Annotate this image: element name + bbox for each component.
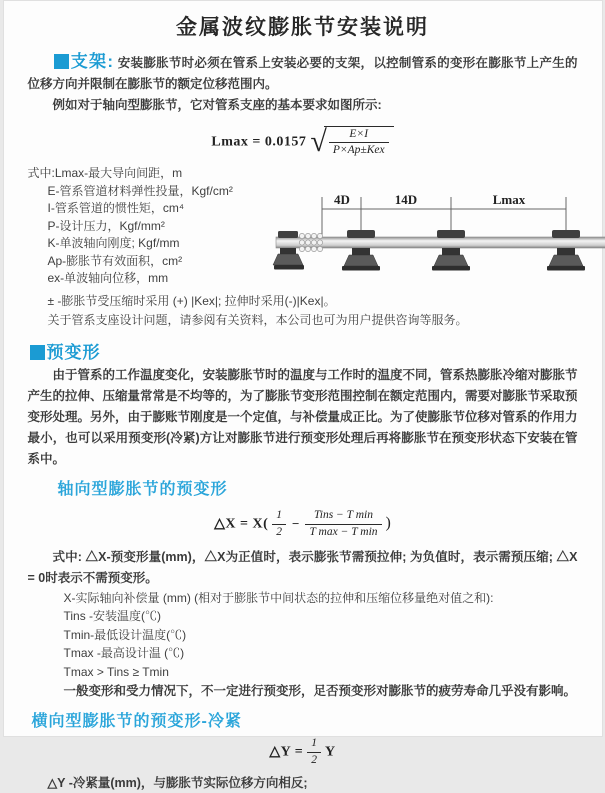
fraction-denominator: T max − T min xyxy=(305,525,381,539)
support-diagram-container xyxy=(276,165,605,292)
axial-explain-text: 式中: △X-预变形量(mm)，△X为正值时，表示膨张节需预拉伸; 为负值时，表示需预压缩; △X = 0时表示不需预变形。 xyxy=(28,547,578,589)
pipe-support-diagram xyxy=(276,191,605,287)
dim-label-lmax: Lmax xyxy=(492,192,525,207)
lateral-note-text: △Y -冷紧量(mm)，与膨胀节实际位移方向相反; xyxy=(28,773,578,793)
parameter-line: Tmax -最高设计温 (℃) xyxy=(64,644,578,663)
service-note: 关于管系支座设计问题，请参阅有关资料，本公司也可为用户提供咨询等服务。 xyxy=(28,311,578,330)
predeform-heading-label: 预变形 xyxy=(47,343,101,362)
closing-paren: ) xyxy=(386,515,391,532)
sqrt-body xyxy=(324,126,394,157)
pipe-support xyxy=(432,230,470,271)
fraction-denominator: P×Ap±Kex xyxy=(329,143,389,157)
support-heading-label: 支架: xyxy=(71,52,115,71)
formula-lhs: △Y = xyxy=(269,745,303,760)
definition-line: I-管系管道的惯性矩，cm⁴ xyxy=(28,200,276,218)
document-page xyxy=(3,0,603,737)
definition-line: Ap-膨胀节有效面积，cm² xyxy=(28,253,276,271)
definition-line: E-管系管道材料弹性投量，Kgf/cm² xyxy=(28,183,276,201)
support-example-text: 例如对于轴向型膨胀节，它对管系支座的基本要求如图所示: xyxy=(28,95,578,116)
formula-lhs: Lmax = 0.0157 xyxy=(211,134,306,149)
section-bullet-icon xyxy=(30,345,45,360)
definition-line: P-设计压力，Kgf/mm² xyxy=(28,218,276,236)
definition-line: ex-单波轴向位移，mm xyxy=(28,270,276,288)
parameter-line: X-实际轴向补偿量 (mm) (相对于膨胀节中间状态的拉伸和压缩位移量绝对值之和): xyxy=(64,589,578,608)
dim-label-4d: 4D xyxy=(334,192,350,207)
fraction-numerator: 1 xyxy=(272,509,286,524)
fraction-numerator: 1 xyxy=(307,737,321,752)
parameter-line: Tins -安装温度(℃) xyxy=(64,607,578,626)
half-fraction xyxy=(307,737,321,766)
formula-lhs: △X = X( xyxy=(214,517,268,532)
axial-parameter-lines xyxy=(64,589,578,703)
axial-predeform-formula xyxy=(28,509,578,538)
dim-label-14d: 14D xyxy=(394,192,416,207)
support-intro-paragraph xyxy=(28,51,578,95)
half-fraction xyxy=(272,509,286,538)
sqrt-radical-icon: √ xyxy=(310,125,326,158)
predeform-section-heading xyxy=(30,338,578,363)
parameter-line: Tmax > Tins ≥ Tmin xyxy=(64,663,578,682)
definition-line: 式中:Lmax-最大导向间距，m xyxy=(28,165,276,183)
axial-general-note: 一般变形和受力情况下，不一定进行预变形，足否预变形对膨胀节的疲劳寿命几乎没有影响。 xyxy=(64,681,578,702)
section-bullet-icon xyxy=(54,54,69,69)
formula-rhs: Y xyxy=(325,745,336,760)
pipe xyxy=(276,237,605,248)
support-intro-text: 安装膨胀节时必须在管系上安装必要的支架，以控制管系的变形在膨胀节上产生的位移方向并限制在膨胀节的额定位移范围内。 xyxy=(28,56,578,91)
lateral-predeform-formula xyxy=(28,737,578,766)
lateral-subheading: 横向型膨胀节的预变形-冷紧 xyxy=(32,708,578,731)
plus-minus-note: ± -膨胀节受压缩时采用 (+) |Kex|; 拉伸时采用(-)|Kex|。 xyxy=(28,292,578,311)
fraction-numerator: Tins − T min xyxy=(305,509,381,524)
guide-spacing-formula xyxy=(28,126,578,157)
sqrt-fraction xyxy=(329,128,389,157)
definitions-and-diagram-row xyxy=(28,165,578,292)
temperature-fraction xyxy=(305,509,381,538)
definitions-list xyxy=(28,165,276,292)
pipe-support xyxy=(342,230,380,271)
axial-subheading: 轴向型膨胀节的预变形 xyxy=(58,476,578,499)
minus-operator: − xyxy=(290,516,301,531)
dimension-lines xyxy=(322,197,566,235)
predeform-body-text: 由于管系的工作温度变化，安装膨胀节时的温度与工作时的温度不同，管系热膨胀冷缩对膨胀节产生的拉伸、压缩量常常是不均等的，为了膨胀节变形范围控制在额定范围内，需要对膨胀节采取预变形处理。另外，由于膨账节刚度是一个定值，与补偿量成正比。为了使膨胀节位移对管系的作用力最小，也可以采用预变形(冷紧)方让对膨胀节进行预变形处理后再将膨胀节在预变形状态下安装在管系中。 xyxy=(28,365,578,470)
definition-line: K-单波轴向刚度; Kgf/mm xyxy=(28,235,276,253)
pipe-support xyxy=(547,230,585,271)
parameter-line: Tmin-最低设计温度(℃) xyxy=(64,626,578,645)
fraction-numerator: E×I xyxy=(329,128,389,143)
fraction-denominator: 2 xyxy=(307,753,321,767)
page-title: 金属波纹膨胀节安装说明 xyxy=(28,11,578,41)
fraction-denominator: 2 xyxy=(272,525,286,539)
